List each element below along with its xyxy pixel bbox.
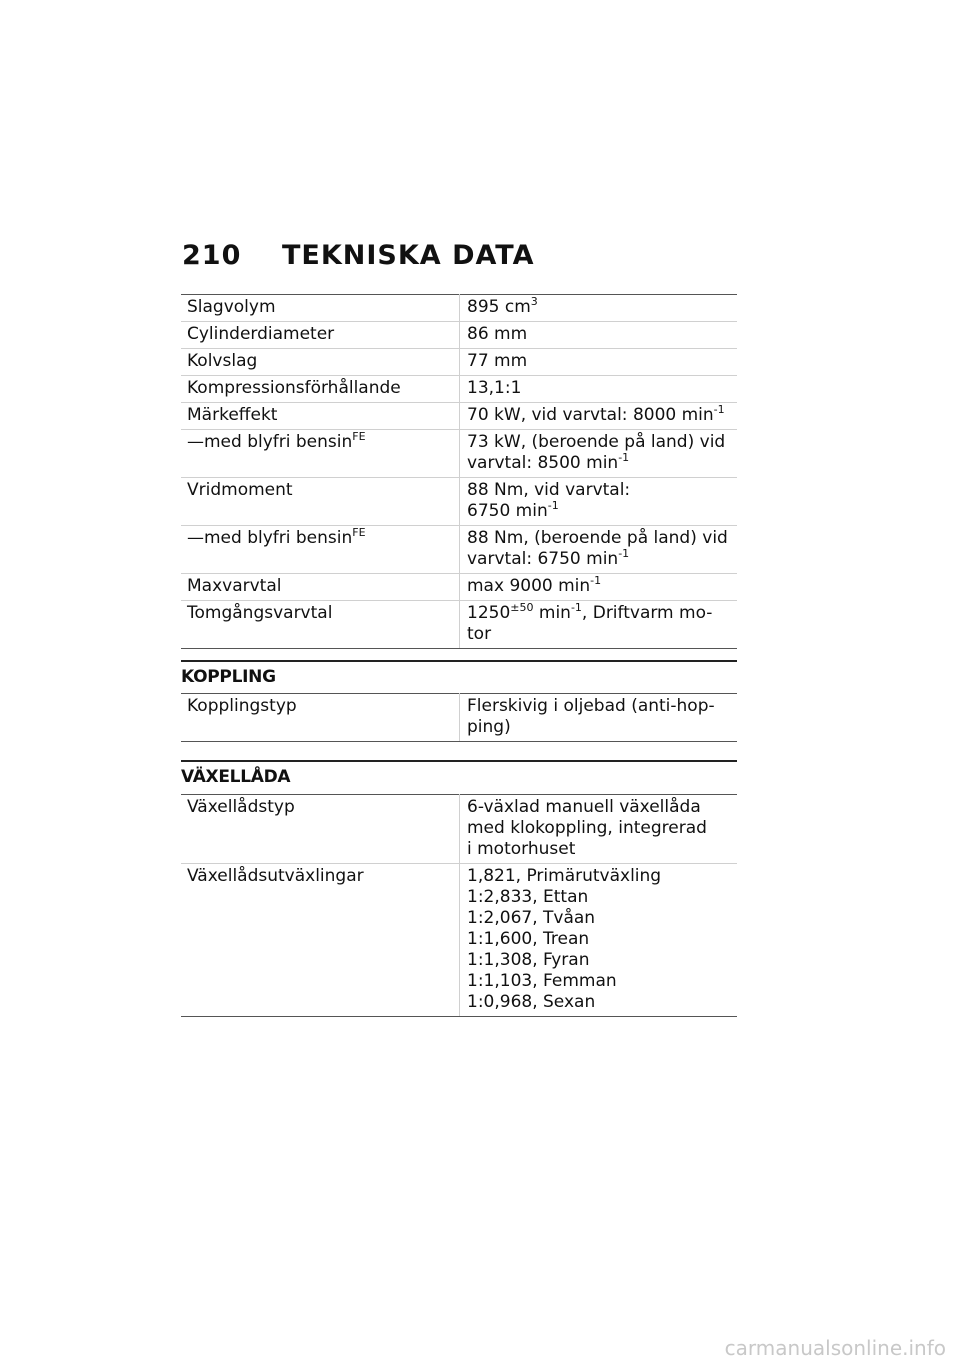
- spec-value-line: [467, 378, 731, 399]
- value-superscript: -1: [547, 499, 559, 512]
- spec-key-text: —med blyfri bensin: [187, 432, 353, 452]
- spec-value: [460, 349, 738, 376]
- spec-value: [460, 694, 738, 742]
- spec-row: [181, 295, 737, 322]
- spec-row: [181, 795, 737, 864]
- value-text: varvtal: 8500 min: [467, 453, 619, 473]
- value-text: 1:1,308, Fyran: [467, 950, 590, 970]
- value-superscript: -1: [618, 451, 630, 464]
- spec-key: [181, 376, 460, 403]
- value-superscript: -1: [713, 403, 725, 416]
- value-text: , Driftvarm mo-: [581, 603, 713, 623]
- value-text: varvtal: 6750 min: [467, 549, 619, 569]
- spec-value-line: [467, 839, 731, 860]
- value-text: 1:0,968, Sexan: [467, 992, 596, 1012]
- value-superscript: -1: [590, 574, 602, 587]
- value-text: 88 Nm, vid varvtal:: [467, 480, 631, 500]
- spec-value: [460, 430, 738, 478]
- value-text: 1,821, Primärutväxling: [467, 866, 662, 886]
- value-text: 1250: [467, 603, 511, 623]
- value-text: 1:1,600, Trean: [467, 929, 590, 949]
- spec-key-text: Tomgångsvarvtal: [187, 603, 333, 623]
- spec-key-text: Slagvolym: [187, 297, 276, 317]
- spec-value-line: [467, 351, 731, 372]
- value-text: tor: [467, 624, 492, 644]
- spec-row: [181, 694, 737, 742]
- spec-key-superscript: FE: [352, 526, 366, 539]
- value-text: Flerskivig i oljebad (anti-hop-: [467, 696, 715, 716]
- spec-key-text: Kopplingstyp: [187, 696, 297, 716]
- value-text: 70 kW, vid varvtal: 8000 min: [467, 405, 714, 425]
- spec-value-line: [467, 929, 731, 950]
- spec-key-text: Vridmoment: [187, 480, 293, 500]
- spec-value: [460, 574, 738, 601]
- spec-value: [460, 295, 738, 322]
- spec-value-line: [467, 950, 731, 971]
- spec-value-line: [467, 480, 731, 501]
- spec-value-line: [467, 696, 731, 717]
- spec-value-line: [467, 971, 731, 992]
- value-text: 1:1,103, Femman: [467, 971, 617, 991]
- spec-key-text: Växellådsutväxlingar: [187, 866, 364, 886]
- spec-value-line: [467, 501, 731, 522]
- value-text: 1:2,833, Ettan: [467, 887, 589, 907]
- value-superscript: ±50: [510, 601, 534, 614]
- spec-row: [181, 478, 737, 526]
- spec-row: [181, 376, 737, 403]
- spec-value-line: [467, 624, 731, 645]
- spec-key-text: Kompressionsförhållande: [187, 378, 401, 398]
- value-text: 88 Nm, (beroende på land) vid: [467, 528, 728, 548]
- value-text: 73 kW, (beroende på land) vid: [467, 432, 726, 452]
- section-title-koppling: KOPPLING: [181, 660, 737, 687]
- value-text: 86 mm: [467, 324, 528, 344]
- spec-row: [181, 601, 737, 649]
- spec-value-line: [467, 576, 731, 597]
- spec-key-text: Kolvslag: [187, 351, 258, 371]
- value-text: i motorhuset: [467, 839, 576, 859]
- spec-row: [181, 430, 737, 478]
- spec-value: [460, 322, 738, 349]
- value-superscript: -1: [618, 547, 630, 560]
- spec-key: [181, 795, 460, 864]
- spec-value-line: [467, 324, 731, 345]
- spec-value-line: [467, 992, 731, 1013]
- spec-value: [460, 478, 738, 526]
- spec-key: [181, 430, 460, 478]
- spec-key-text: Växellådstyp: [187, 797, 295, 817]
- spec-value: [460, 601, 738, 649]
- spec-value-line: [467, 866, 731, 887]
- engine-specs-table: [181, 294, 737, 649]
- spec-row: [181, 526, 737, 574]
- spec-key-superscript: FE: [352, 430, 366, 443]
- value-superscript: -1: [570, 601, 582, 614]
- spec-value-line: [467, 432, 731, 453]
- spec-value-line: [467, 297, 731, 318]
- spec-value-line: [467, 603, 731, 624]
- value-text: 13,1:1: [467, 378, 522, 398]
- page-title: TEKNISKA DATA: [282, 240, 535, 271]
- spec-value-line: [467, 887, 731, 908]
- spec-row: [181, 574, 737, 601]
- page-number: 210: [182, 240, 242, 271]
- spec-value: [460, 376, 738, 403]
- spec-value-line: [467, 549, 731, 570]
- spec-value: [460, 864, 738, 1017]
- spec-key: [181, 349, 460, 376]
- spec-key: [181, 322, 460, 349]
- spec-key: [181, 478, 460, 526]
- spec-key-text: Märkeffekt: [187, 405, 278, 425]
- spec-value-line: [467, 717, 731, 738]
- value-text: 895 cm: [467, 297, 531, 317]
- spec-value: [460, 403, 738, 430]
- spec-row: [181, 864, 737, 1017]
- spec-key: [181, 864, 460, 1017]
- value-text: 1:2,067, Tvåan: [467, 908, 596, 928]
- value-text: med klokoppling, integrerad: [467, 818, 707, 838]
- gearbox-specs-table: [181, 794, 737, 1017]
- clutch-specs-table: [181, 693, 737, 742]
- value-text: min: [533, 603, 571, 623]
- spec-value-line: [467, 528, 731, 549]
- spec-row: [181, 349, 737, 376]
- spec-value-line: [467, 405, 731, 426]
- page-header: [182, 240, 535, 271]
- watermark: carmanualsonline.info: [724, 1336, 946, 1360]
- value-text: ping): [467, 717, 511, 737]
- spec-key-text: —med blyfri bensin: [187, 528, 353, 548]
- spec-key: [181, 403, 460, 430]
- spec-key-text: Maxvarvtal: [187, 576, 282, 596]
- spec-key: [181, 295, 460, 322]
- value-text: 6-växlad manuell växellåda: [467, 797, 701, 817]
- spec-key: [181, 601, 460, 649]
- spec-value-line: [467, 908, 731, 929]
- spec-value-line: [467, 818, 731, 839]
- value-text: 77 mm: [467, 351, 528, 371]
- value-text: max 9000 min: [467, 576, 591, 596]
- value-superscript: 3: [530, 295, 538, 308]
- spec-value-line: [467, 797, 731, 818]
- spec-row: [181, 403, 737, 430]
- spec-row: [181, 322, 737, 349]
- spec-key: [181, 574, 460, 601]
- spec-key: [181, 526, 460, 574]
- spec-value: [460, 795, 738, 864]
- value-text: 6750 min: [467, 501, 548, 521]
- spec-value: [460, 526, 738, 574]
- section-title-vaxellada: VÄXELLÅDA: [181, 760, 737, 787]
- spec-value-line: [467, 453, 731, 474]
- spec-key: [181, 694, 460, 742]
- spec-key-text: Cylinderdiameter: [187, 324, 335, 344]
